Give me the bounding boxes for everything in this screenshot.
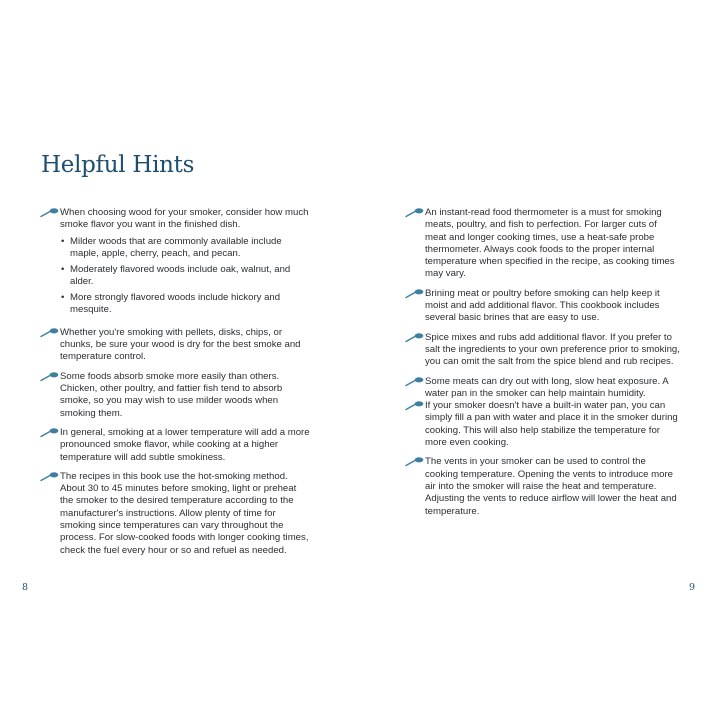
sub-item-text: Milder woods that are commonly available include maple, apple, cherry, peach, and pecan. <box>70 235 282 259</box>
spatula-bullet-icon <box>40 327 59 338</box>
spatula-bullet-icon <box>405 288 424 299</box>
sub-item <box>60 264 310 289</box>
hint-text: Spice mixes and rubs add additional flavor. If you prefer to salt the ingredients to your own preference prior to smoking, you can omit the salt from the spice blend and rub recipes. <box>425 331 680 368</box>
spatula-bullet-icon <box>405 400 424 411</box>
spatula-bullet-icon <box>40 471 59 482</box>
sub-item-text: Moderately flavored woods include oak, walnut, and alder. <box>70 263 291 287</box>
hint-text: The recipes in this book use the hot-smoking method. About 30 to 45 minutes before smoking, light or preheat the smoker to the desired temperature according to the manufacturer's instructions. Allow plenty of time for smoking since temperatures can vary throughout the process. For slow-cooked foods with longer cooking times, check the fuel every hour or so and refuel as needed. <box>60 470 309 556</box>
bullet-dot: • <box>61 291 65 303</box>
hint-text: In general, smoking at a lower temperature will add a more pronounced smoke flavor, while cooking at a higher temperature will add subtle smokiness. <box>60 426 310 463</box>
spatula-bullet-icon <box>40 207 59 218</box>
sub-item-text: More strongly flavored woods include hickory and mesquite. <box>70 291 281 316</box>
hint-item <box>40 371 310 420</box>
hint-item <box>405 207 680 281</box>
hint-text: Brining meat or poultry before smoking can help keep it moist and add additional flavor. This cookbook includes several basic brines that are easy to use. <box>425 287 660 324</box>
hint-item <box>40 471 310 557</box>
hint-item <box>405 456 680 517</box>
page-number: 9 <box>689 582 696 593</box>
spatula-bullet-icon <box>40 427 59 438</box>
hint-text: The vents in your smoker can be used to control the cooking temperature. Opening the vents to introduce more air into the smoker will raise the heat and temperature. Adjusting the vents to reduce airflow will lower the heat and temperature. <box>425 456 677 517</box>
sub-item <box>60 236 310 261</box>
hint-text: When choosing wood for your smoker, consider how much smoke flavor you want in the finished dish. <box>60 207 309 231</box>
bullet-dot: • <box>61 263 65 275</box>
right-hints-column <box>405 207 680 518</box>
hint-item <box>405 376 680 401</box>
hint-text: An instant-read food thermometer is a must for smoking meats, poultry, and fish to perfection. For larger cuts of meat and longer cooking times, use a heat-safe probe thermometer. Always cook foods to the proper internal temperature when specified in the recipe, as cooking times may vary. <box>425 207 675 280</box>
spatula-bullet-icon <box>405 207 424 218</box>
page-title: Helpful Hints <box>41 152 195 178</box>
hint-item <box>405 400 680 449</box>
hint-item <box>40 207 310 316</box>
hint-text: If your smoker doesn't have a built-in water pan, you can simply fill a pan with water and place it in the smoker during cooking. This will also help stabilize the temperature for more even cooking. <box>425 400 678 449</box>
page-number: 8 <box>22 582 29 593</box>
hint-text: Whether you're smoking with pellets, disks, chips, or chunks, be sure your wood is dry for the best smoke and temperature control. <box>60 326 301 363</box>
hint-item <box>405 332 680 369</box>
hint-item <box>405 288 680 325</box>
hint-text: Some meats can dry out with long, slow heat exposure. A water pan in the smoker can help maintain humidity. <box>425 375 669 399</box>
spatula-bullet-icon <box>40 371 59 382</box>
hint-text: Some foods absorb smoke more easily than others. Chicken, other poultry, and fattier fish tend to absorb smoke, so you may wish to use milder woods when smoking them. <box>60 370 283 419</box>
sub-list <box>60 236 310 317</box>
left-hints-column <box>40 207 310 557</box>
spatula-bullet-icon <box>405 332 424 343</box>
spatula-bullet-icon <box>405 376 424 387</box>
bullet-dot: • <box>61 235 65 247</box>
spatula-bullet-icon <box>405 456 424 467</box>
sub-item <box>60 292 310 317</box>
hint-item <box>40 427 310 464</box>
right-page <box>360 0 720 720</box>
hint-item <box>40 327 310 364</box>
